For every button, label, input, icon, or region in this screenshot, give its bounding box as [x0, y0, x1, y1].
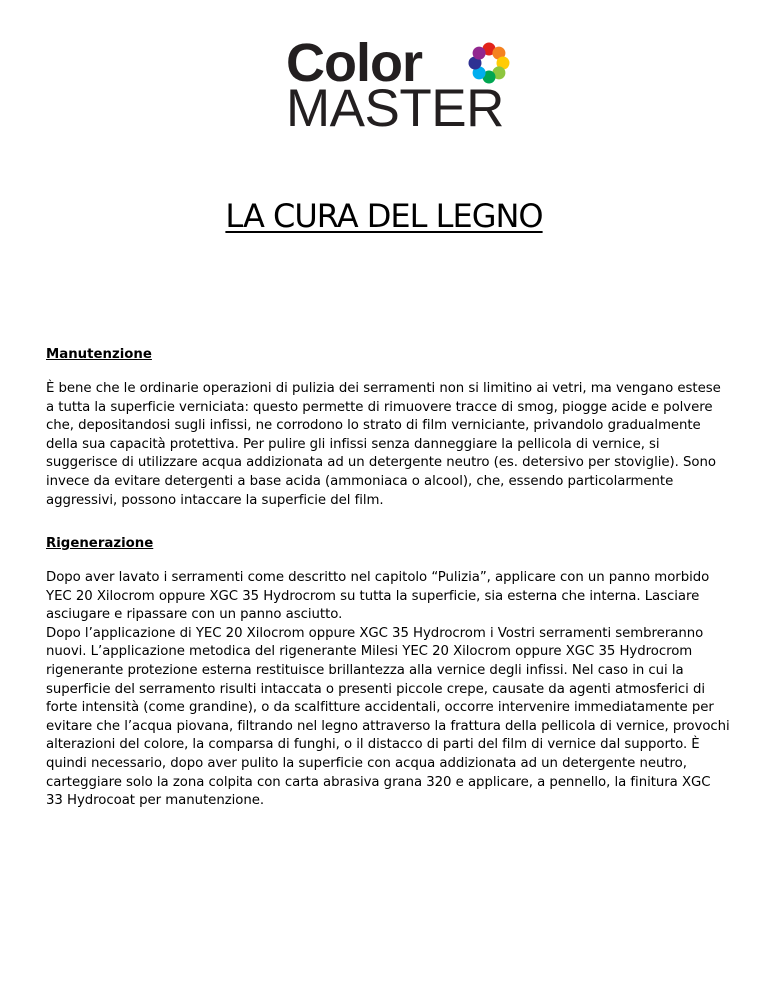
color-wheel-center [484, 58, 494, 68]
section-body: Dopo aver lavato i serramenti come descritto nel capitolo “Pulizia”, applicare con un panno morbido YEC 20 Xilocrom oppure XGC 35 Hydrocrom su tutta la superficie, sia esterna che interna. Lasciare asciugare e ripassare con un panno asciutto. [46, 570, 710, 623]
section-body-continued: Dopo l’applicazione di YEC 20 Xilocrom oppure XGC 35 Hydrocrom i Vostri serramenti sembreranno nuovi. L’applicazione metodica del rigenerante Milesi YEC 20 Xilocrom oppure XGC 35 Hydrocrom rigenerante protezione esterna restituisce brillantezza alla vernice degli infissi. Nel caso in cui la superficie del serramento risulti intaccata o presenti piccole crepe, causate da agenti atmosferici di forte intensità (come grandine), o da scalfitture accidentali, occorre intervenire immediatamente per evitare che l’acqua piovana, filtrando nel legno attraverso la frattura della pellicola di vernice, provochi alterazioni del colore, la comparsa di funghi, o il distacco di parti del film di vernice dal supporto. È quindi necessario, dopo aver pulito la superficie con acqua addizionata ad un detergente neutro, carteggiare solo la zona colpita con carta abrasiva grana 320 e applicare, a pennello, la finitura XGC 33 Hydrocoat per manutenzione. [46, 625, 730, 809]
section-body: È bene che le ordinarie operazioni di pulizia dei serramenti non si limitino ai vetri, ma vengano estese a tutta la superficie verniciata: questo permette di rimuovere tracce di smog, piogge acide e polvere che, depositandosi sugli infissi, ne corrodono lo strato di film verniciante, privandolo gradualmente della sua capacità protettiva. Per pulire gli infissi senza danneggiare la pellicola di vernice, si suggerisce di utilizzare acqua addizionata ad un detergente neutro (es. detersivo per stoviglie). Sono invece da evitare detergenti a base acida (ammoniaca o alcool), che, essendo particolarmente aggressivi, possono intaccare la superficie del film. [46, 381, 721, 508]
color-wheel-dot [473, 47, 486, 60]
logo-word-color: Color [286, 33, 422, 93]
section-rigenerazione [46, 535, 730, 811]
section-manutenzione [46, 346, 730, 510]
section-heading: Manutenzione [46, 347, 152, 362]
section-heading: Rigenerazione [46, 536, 154, 551]
logo-word-master: MASTER [286, 79, 504, 138]
document-title: LA CURA DEL LEGNO [225, 197, 543, 235]
color-master-logo [286, 33, 518, 138]
